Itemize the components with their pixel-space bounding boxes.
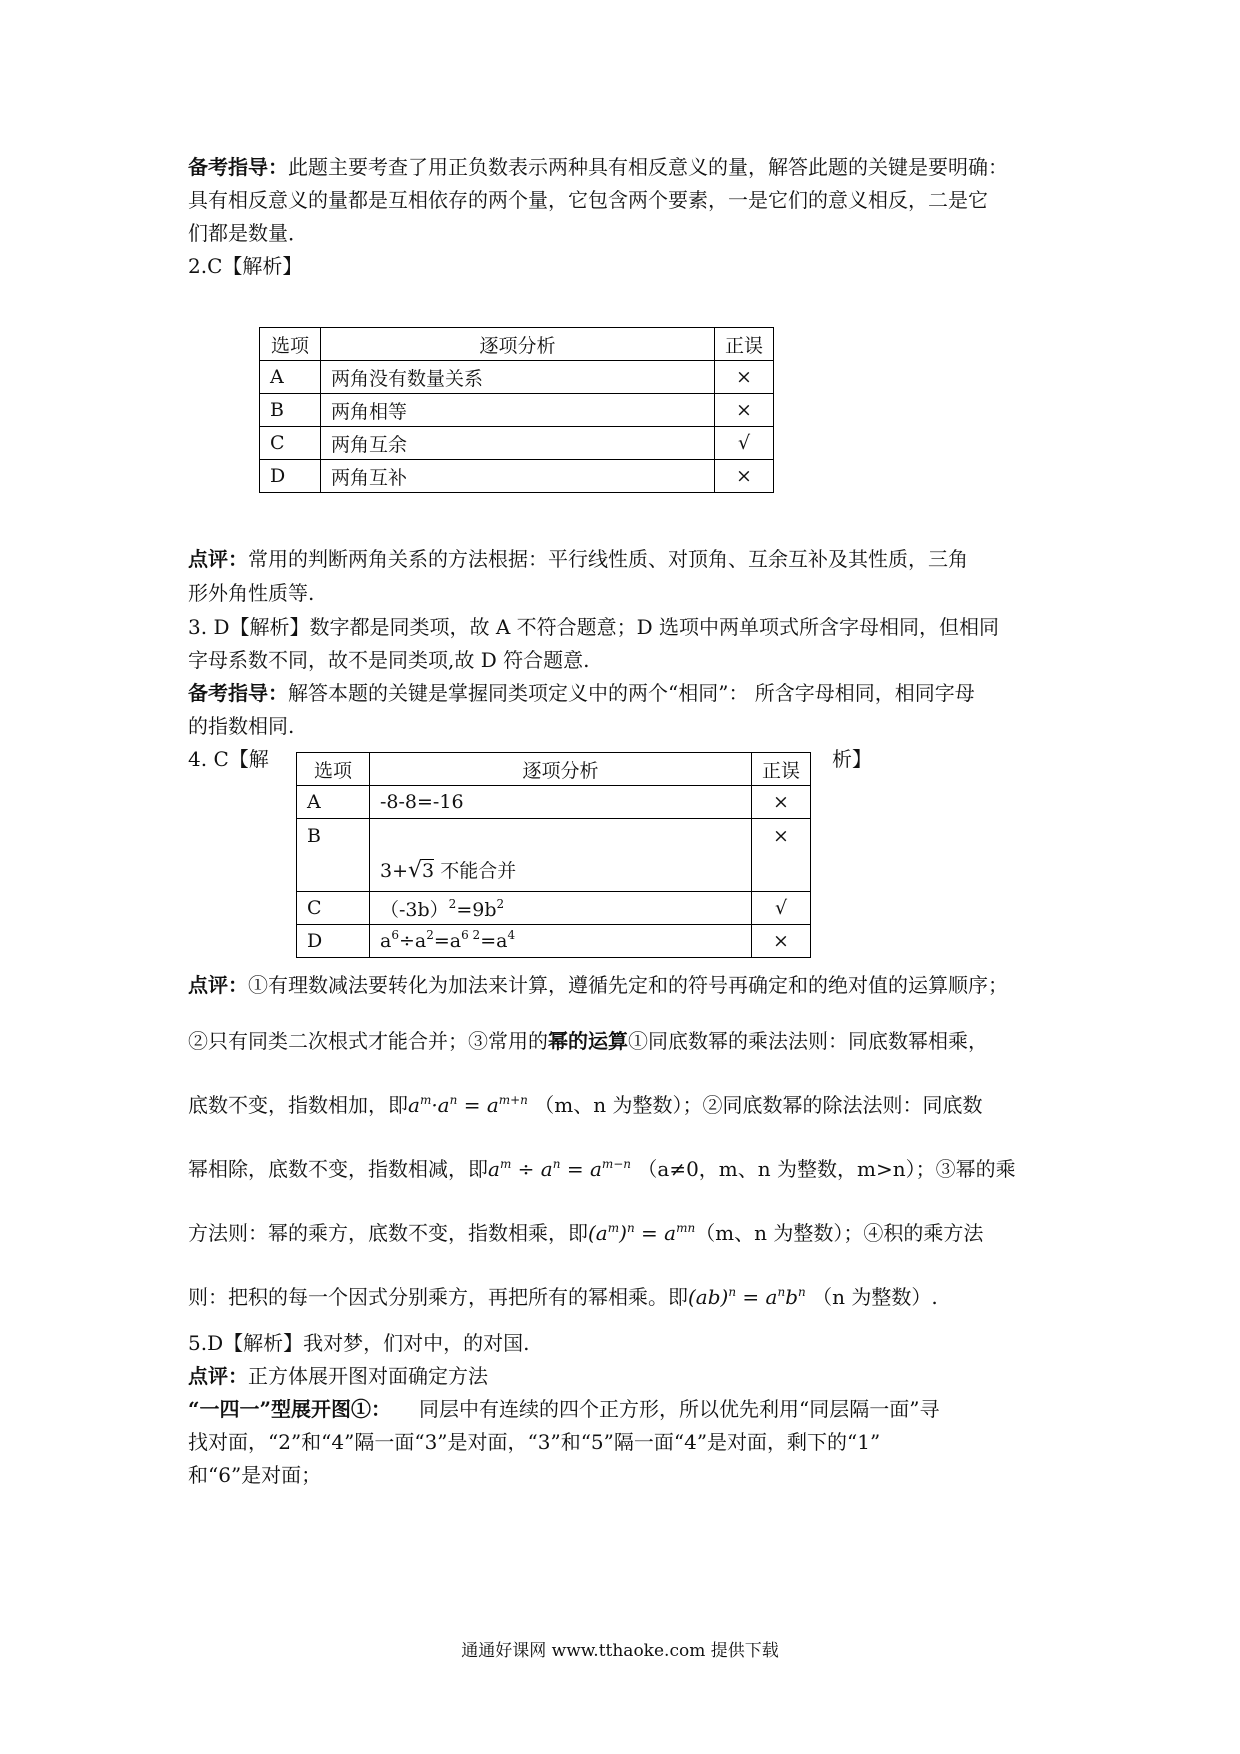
table-cell: B [260,394,321,427]
table-header-cell: 正误 [715,328,774,361]
table-cell: A [260,361,321,394]
q4-comment-line-5: 方法则：幂的乘方，底数不变，指数相乘，即$(a^m)^n = a^{mn}(m$、n 为整数）；④积的乘方法 [188,1221,984,1245]
table-row [297,819,811,892]
table-cell: B [297,819,370,892]
table-cell: 两角互余 [321,427,715,460]
table-cell: × [715,361,774,394]
q4-comment-line-1: 点评：①有理数减法要转化为加法来计算，遵循先定和的符号再确定和的绝对值的运算顺序； [188,973,1008,997]
table-cell: D [260,460,321,493]
table-row [260,361,774,394]
q3-guide-line-1: 备考指导：解答本题的关键是掌握同类项定义中的两个“相同”： 所含字母相同，相同字母 [188,681,975,705]
table-cell: A [297,786,370,819]
table-cell: 3+√3 不能合并 [370,819,752,892]
guide-label: 备考指导： [188,681,288,705]
q4-comment-line-2: ②只有同类二次根式才能合并；③常用的幂的运算①同底数幂的乘法法则：同底数幂相乘， [188,1029,988,1053]
table-cell: -8-8=-16 [370,786,752,819]
table-cell: $a^6\div a^2=a^{6 2}=a^4$ [370,925,752,958]
table-row [297,892,811,925]
table-header-cell: 逐项分析 [370,753,752,786]
q5-type-line-2: 找对面，“2”和“4”隔一面“3”是对面，“3”和“5”隔一面“4”是对面，剩下的“1” [188,1430,881,1454]
table-row [260,427,774,460]
table-row [297,925,811,958]
table-row [297,786,811,819]
q2-comment-line-1: 点评：常用的判断两角关系的方法根据：平行线性质、对顶角、互余互补及其性质，三角 [188,547,968,571]
comment-label: 点评： [188,973,248,997]
sqrt-icon: √ [408,858,423,883]
q3-guide-line-2: 的指数相同. [188,714,295,738]
q4-heading-right: 析】 [832,747,872,771]
table-cell: 两角互补 [321,460,715,493]
q2-heading: 2.C【解析】 [188,254,303,278]
table-cell: × [752,819,811,892]
table-header-row [260,328,774,361]
guide-label: 备考指导： [188,155,288,179]
comment-label: 点评： [188,547,248,571]
q5-type-line-3: 和“6”是对面； [188,1463,322,1487]
table-cell: 两角相等 [321,394,715,427]
table-header-cell: 逐项分析 [321,328,715,361]
table-cell: × [752,925,811,958]
q4-comment-line-6: 则：把积的每一个因式分别乘方，再把所有的幂相乘。即$(ab)^n = a^nb^n$ （n 为整数）. [188,1285,938,1309]
table-cell: D [297,925,370,958]
formula: $a^m\cdot a^n = a^{m+n}$ [408,1093,528,1117]
table-cell: C [297,892,370,925]
formula: $(a^m)^n = a^{mn}$ [588,1221,696,1245]
type-label: “一四一”型展开图①： [188,1397,392,1421]
q2-comment-line-2: 形外角性质等. [188,581,315,605]
q5-comment: 点评：正方体展开图对面确定方法 [188,1364,488,1388]
q4-heading-left: 4. C【解 [188,747,269,771]
q5-line-1: 5.D【解析】我对梦，们对中，的对国. [188,1331,530,1355]
table-cell: 两角没有数量关系 [321,361,715,394]
table-header-cell: 正误 [752,753,811,786]
q3-line-1: 3. D【解析】数字都是同类项，故 A 不符合题意；D 选项中两单项式所含字母相同，但相同 [188,615,1000,639]
page-footer: 通通好课网 www.tthaoke.com 提供下载 [461,1641,779,1661]
q4-table [296,752,811,958]
comment-label: 点评： [188,1364,248,1388]
table-cell: × [715,394,774,427]
guide-line-2: 具有相反意义的量都是互相依存的两个量，它包含两个要素，一是它们的意义相反，二是它 [188,188,988,212]
table-cell: √ [715,427,774,460]
table-header-row [297,753,811,786]
table-cell: √ [752,892,811,925]
q4-comment-line-3: 底数不变，指数相加，即$a^m\cdot a^n = a^{m+n}$ （m、n 为整数）；②同底数幂的除法法则：同底数 [188,1093,983,1117]
q3-line-2: 字母系数不同，故不是同类项,故 D 符合题意. [188,648,590,672]
table-cell: C [260,427,321,460]
formula: $a^m \div a^n = a^{m-n}$ [488,1157,632,1181]
q4-comment-line-4: 幂相除，底数不变，指数相减，即$a^m \div a^n = a^{m-n}$ （a≠0，m、n 为整数，m>n）；③幂的乘 [188,1157,1016,1181]
table-header-cell: 选项 [297,753,370,786]
table-cell: × [752,786,811,819]
table-cell: × [715,460,774,493]
table-cell: $(-3b)^2=9b^2$ [370,892,752,925]
q2-table [259,327,774,493]
q5-type-line-1: “一四一”型展开图①： 同层中有连续的四个正方形，所以优先利用“同层隔一面”寻 [188,1397,940,1421]
guide-line-1: 备考指导：此题主要考查了用正负数表示两种具有相反意义的量，解答此题的关键是要明确： [188,155,1008,179]
table-header-cell: 选项 [260,328,321,361]
table-row [260,394,774,427]
formula: $(ab)^n = a^nb^n$ [688,1285,806,1309]
table-row [260,460,774,493]
guide-line-3: 们都是数量． [188,221,308,245]
